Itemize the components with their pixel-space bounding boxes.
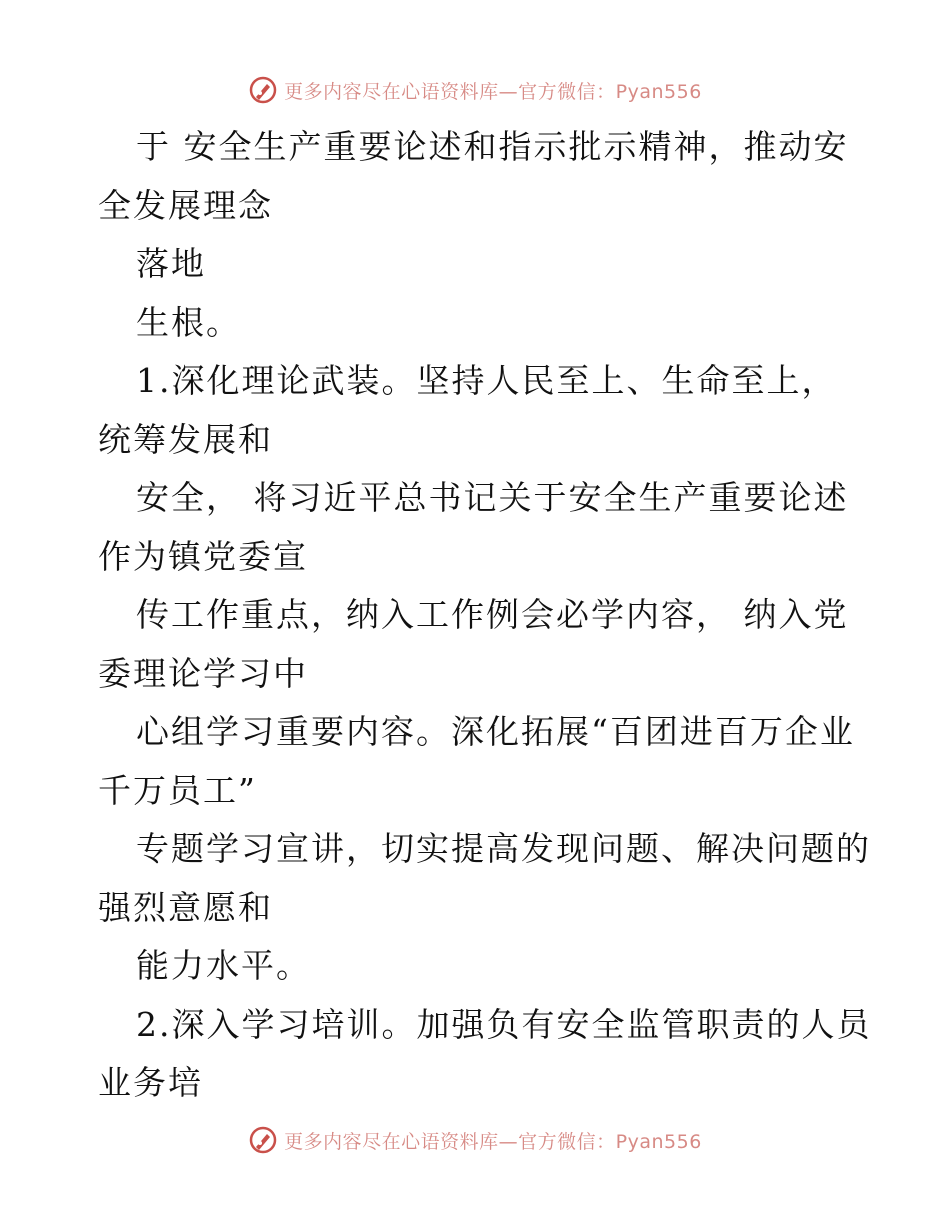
text-line-5: 1.深化理论武装。坚持人民至上、生命至上， [136, 361, 837, 400]
text-line-3: 落地 [136, 244, 206, 283]
text-line-2: 全发展理念 [98, 185, 273, 225]
text-line-11: 心组学习重要内容。深化拓展“百团进百万企业 [136, 712, 855, 751]
text-line-7: 安全， 将习近平总书记关于安全生产重要论述 [136, 478, 849, 517]
watermark-text: 更多内容尽在心语资料库—官方微信：Pyan556 [284, 1130, 702, 1153]
text-line-16: 2.深入学习培训。加强负有安全监管职责的人员 [136, 1004, 872, 1044]
text-line-17: 业务培 [98, 1063, 203, 1102]
text-line-6: 统筹发展和 [98, 419, 273, 459]
text-line-1: 于 安全生产重要论述和指示批示精神，推动安 [136, 127, 849, 166]
text-line-12: 千万员工” [98, 770, 257, 810]
text-line-8: 作为镇党委宣 [98, 536, 308, 576]
text-line-9: 传工作重点，纳入工作例会必学内容， 纳入党 [136, 595, 849, 634]
header-watermark [0, 70, 950, 110]
footer-watermark [0, 1120, 950, 1160]
pen-nib-circle-icon [248, 1125, 278, 1155]
text-line-13: 专题学习宣讲，切实提高发现问题、解决问题的 [136, 829, 871, 868]
document-body [98, 118, 872, 1113]
text-line-4: 生根。 [136, 302, 241, 342]
text-line-14: 强烈意愿和 [98, 887, 273, 927]
pen-nib-circle-icon [248, 75, 278, 105]
text-line-15: 能力水平。 [136, 946, 311, 985]
text-line-10: 委理论学习中 [98, 653, 308, 693]
watermark-text: 更多内容尽在心语资料库—官方微信：Pyan556 [284, 80, 702, 103]
